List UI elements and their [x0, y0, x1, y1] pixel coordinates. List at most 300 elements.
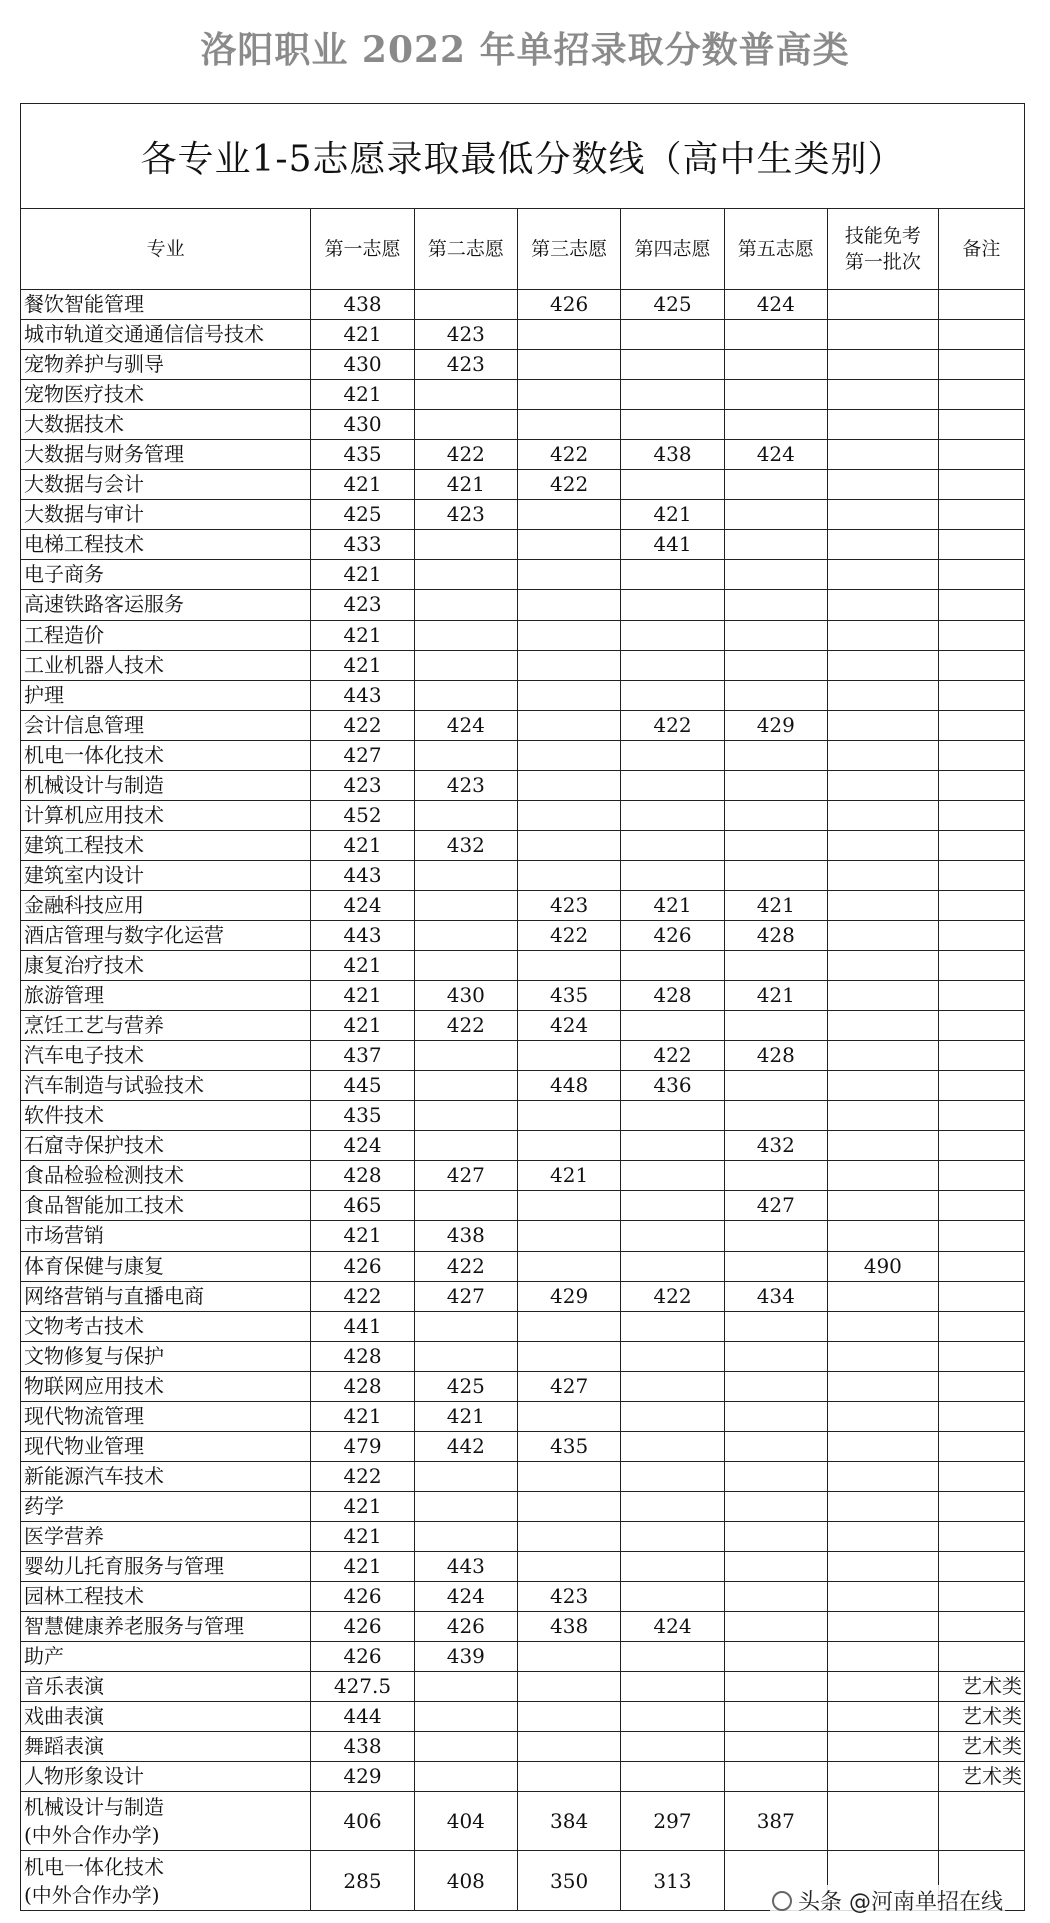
score-cell: 422 [621, 710, 724, 740]
table-row [21, 710, 1025, 740]
score-cell [517, 830, 620, 860]
score-cell [414, 890, 517, 920]
note-cell [938, 1612, 1024, 1642]
score-cell [827, 290, 938, 320]
note-cell [938, 1792, 1024, 1851]
score-cell: 423 [311, 770, 414, 800]
score-cell [827, 1431, 938, 1461]
score-cell [724, 560, 827, 590]
major-name: 工程造价 [21, 620, 311, 650]
score-cell: 427 [724, 1191, 827, 1221]
major-name: 电子商务 [21, 560, 311, 590]
score-cell: 421 [621, 890, 724, 920]
score-cell [621, 1732, 724, 1762]
score-cell [724, 860, 827, 890]
table-row [21, 1551, 1025, 1581]
score-cell [517, 530, 620, 560]
score-cell: 421 [414, 470, 517, 500]
score-cell [724, 740, 827, 770]
score-cell [414, 560, 517, 590]
score-cell [517, 860, 620, 890]
score-cell [724, 320, 827, 350]
score-cell [827, 1672, 938, 1702]
score-cell [724, 410, 827, 440]
score-cell [414, 1101, 517, 1131]
score-cell [517, 1491, 620, 1521]
score-cell [724, 350, 827, 380]
score-cell [827, 320, 938, 350]
score-cell: 421 [311, 650, 414, 680]
score-cell [724, 1251, 827, 1281]
major-name: 金融科技应用 [21, 890, 311, 920]
major-name: 建筑工程技术 [21, 830, 311, 860]
table-row [21, 1131, 1025, 1161]
score-cell: 421 [311, 320, 414, 350]
score-cell [827, 710, 938, 740]
major-name: 护理 [21, 680, 311, 710]
table-row [21, 1251, 1025, 1281]
note-cell [938, 890, 1024, 920]
score-cell [827, 1191, 938, 1221]
score-cell: 421 [414, 1401, 517, 1431]
score-cell: 422 [621, 1281, 724, 1311]
note-cell [938, 1551, 1024, 1581]
score-cell [517, 1251, 620, 1281]
score-cell: 423 [414, 770, 517, 800]
score-cell [517, 1642, 620, 1672]
table-body [21, 290, 1025, 1911]
major-name: 戏曲表演 [21, 1702, 311, 1732]
score-cell [621, 680, 724, 710]
score-cell [827, 530, 938, 560]
score-cell [724, 1612, 827, 1642]
score-cell: 479 [311, 1431, 414, 1461]
table-row [21, 320, 1025, 350]
score-cell [621, 1221, 724, 1251]
score-cell: 430 [311, 410, 414, 440]
major-name: 康复治疗技术 [21, 951, 311, 981]
major-name: 宠物养护与驯导 [21, 350, 311, 380]
score-cell [414, 860, 517, 890]
score-cell: 465 [311, 1191, 414, 1221]
score-cell: 424 [517, 1011, 620, 1041]
score-cell: 313 [621, 1851, 724, 1911]
score-cell: 421 [311, 981, 414, 1011]
score-cell [621, 1762, 724, 1792]
watermark [770, 1885, 1005, 1916]
score-cell: 445 [311, 1071, 414, 1101]
score-cell: 443 [311, 860, 414, 890]
score-cell [827, 951, 938, 981]
score-cell [827, 590, 938, 620]
score-cell [724, 530, 827, 560]
table-row [21, 470, 1025, 500]
table-row [21, 1762, 1025, 1792]
score-cell [827, 650, 938, 680]
score-cell [827, 500, 938, 530]
score-cell [724, 1672, 827, 1702]
score-cell [724, 380, 827, 410]
score-cell: 421 [311, 560, 414, 590]
major-name: 宠物医疗技术 [21, 380, 311, 410]
score-cell: 297 [621, 1792, 724, 1851]
note-cell [938, 470, 1024, 500]
score-cell [517, 650, 620, 680]
score-cell: 452 [311, 800, 414, 830]
score-cell: 422 [311, 1281, 414, 1311]
score-cell [621, 1491, 724, 1521]
score-cell [724, 1161, 827, 1191]
table-row [21, 1101, 1025, 1131]
score-cell [621, 1341, 724, 1371]
score-cell [621, 350, 724, 380]
score-cell [517, 1221, 620, 1251]
note-cell [938, 1071, 1024, 1101]
score-cell [724, 1011, 827, 1041]
score-cell [724, 800, 827, 830]
note-cell [938, 1131, 1024, 1161]
score-cell [724, 1521, 827, 1551]
score-cell: 432 [414, 830, 517, 860]
score-cell: 424 [311, 890, 414, 920]
score-cell [827, 1642, 938, 1672]
score-cell [621, 1582, 724, 1612]
score-cell [827, 890, 938, 920]
score-cell [414, 1762, 517, 1792]
table-row [21, 1221, 1025, 1251]
score-cell: 426 [414, 1612, 517, 1642]
table-header-row [21, 209, 1025, 290]
table-row [21, 1732, 1025, 1762]
score-cell [414, 530, 517, 560]
score-cell [517, 800, 620, 830]
score-cell: 421 [311, 1521, 414, 1551]
major-name: 现代物业管理 [21, 1431, 311, 1461]
major-name: 大数据与审计 [21, 500, 311, 530]
score-cell: 422 [311, 1461, 414, 1491]
table-row [21, 1071, 1025, 1101]
score-cell: 422 [414, 440, 517, 470]
score-cell [827, 1762, 938, 1792]
score-cell [827, 1131, 938, 1161]
note-cell [938, 1311, 1024, 1341]
score-cell: 421 [311, 830, 414, 860]
note-cell [938, 1401, 1024, 1431]
score-cell: 438 [414, 1221, 517, 1251]
table-row [21, 650, 1025, 680]
major-name: 婴幼儿托育服务与管理 [21, 1551, 311, 1581]
table-row [21, 1792, 1025, 1851]
score-cell [414, 290, 517, 320]
note-cell: 艺术类 [938, 1702, 1024, 1732]
score-cell [724, 590, 827, 620]
score-cell [517, 1401, 620, 1431]
score-cell: 423 [414, 350, 517, 380]
table-row [21, 1521, 1025, 1551]
score-cell [827, 1101, 938, 1131]
score-cell [414, 1071, 517, 1101]
score-cell [827, 1221, 938, 1251]
major-name: 机械设计与制造 (中外合作办学) [21, 1792, 311, 1851]
score-cell [827, 920, 938, 950]
score-cell: 439 [414, 1642, 517, 1672]
score-cell: 427 [414, 1161, 517, 1191]
score-cell [827, 1491, 938, 1521]
major-name: 工业机器人技术 [21, 650, 311, 680]
score-cell [621, 951, 724, 981]
score-cell: 422 [517, 470, 620, 500]
score-cell: 426 [517, 290, 620, 320]
score-cell [621, 1311, 724, 1341]
note-cell [938, 590, 1024, 620]
score-cell [827, 1732, 938, 1762]
score-cell [827, 1521, 938, 1551]
score-cell: 424 [724, 290, 827, 320]
note-cell: 艺术类 [938, 1672, 1024, 1702]
score-cell [621, 860, 724, 890]
score-cell [827, 620, 938, 650]
score-cell [517, 1702, 620, 1732]
score-cell [621, 1011, 724, 1041]
score-cell [827, 1792, 938, 1851]
note-cell [938, 710, 1024, 740]
score-cell: 443 [311, 920, 414, 950]
score-cell [517, 320, 620, 350]
score-cell [517, 500, 620, 530]
score-cell: 424 [414, 710, 517, 740]
score-cell: 421 [311, 1011, 414, 1041]
score-cell [414, 1311, 517, 1341]
table-row [21, 860, 1025, 890]
header-skill-exempt: 技能免考 第一批次 [827, 209, 938, 290]
score-cell [414, 380, 517, 410]
score-cell [621, 560, 724, 590]
table-row [21, 1401, 1025, 1431]
note-cell [938, 320, 1024, 350]
note-cell [938, 1041, 1024, 1071]
score-cell: 427 [517, 1371, 620, 1401]
note-cell [938, 830, 1024, 860]
major-name: 智慧健康养老服务与管理 [21, 1612, 311, 1642]
table-row [21, 1371, 1025, 1401]
note-cell [938, 380, 1024, 410]
score-cell [517, 1341, 620, 1371]
score-cell: 421 [311, 1491, 414, 1521]
score-cell [621, 830, 724, 860]
score-cell [517, 1131, 620, 1161]
score-cell [724, 680, 827, 710]
table-row [21, 1582, 1025, 1612]
note-cell [938, 1461, 1024, 1491]
score-cell: 426 [311, 1612, 414, 1642]
score-cell: 429 [311, 1762, 414, 1792]
major-name: 会计信息管理 [21, 710, 311, 740]
score-cell [621, 1161, 724, 1191]
table-caption: 各专业1-5志愿录取最低分数线（高中生类别） [21, 104, 1025, 209]
score-cell: 444 [311, 1702, 414, 1732]
score-cell [724, 1491, 827, 1521]
note-cell [938, 1341, 1024, 1371]
score-cell: 423 [517, 890, 620, 920]
major-name: 建筑室内设计 [21, 860, 311, 890]
note-cell [938, 1251, 1024, 1281]
score-cell: 421 [311, 951, 414, 981]
score-cell: 435 [311, 440, 414, 470]
score-cell: 421 [724, 890, 827, 920]
score-cell [621, 1371, 724, 1401]
page-title: 洛阳职业 2022 年单招录取分数普高类 [200, 29, 850, 71]
score-cell [827, 1311, 938, 1341]
note-cell [938, 981, 1024, 1011]
score-cell: 428 [311, 1371, 414, 1401]
score-cell [724, 1732, 827, 1762]
score-cell: 421 [724, 981, 827, 1011]
score-cell: 429 [724, 710, 827, 740]
score-cell: 442 [414, 1431, 517, 1461]
note-cell [938, 1191, 1024, 1221]
note-cell [938, 530, 1024, 560]
score-cell [517, 410, 620, 440]
score-cell [827, 560, 938, 590]
major-name: 医学营养 [21, 1521, 311, 1551]
score-cell [724, 951, 827, 981]
table-row [21, 890, 1025, 920]
score-cell: 427 [414, 1281, 517, 1311]
score-cell: 421 [621, 500, 724, 530]
score-cell [414, 740, 517, 770]
major-name: 大数据与财务管理 [21, 440, 311, 470]
score-cell [724, 620, 827, 650]
table-row [21, 1191, 1025, 1221]
score-cell [517, 380, 620, 410]
score-cell [724, 1101, 827, 1131]
score-cell [414, 1041, 517, 1071]
table-row [21, 800, 1025, 830]
score-cell: 430 [414, 981, 517, 1011]
score-cell [414, 1491, 517, 1521]
score-cell [827, 470, 938, 500]
major-name: 现代物流管理 [21, 1401, 311, 1431]
table-row [21, 440, 1025, 470]
score-cell [517, 590, 620, 620]
score-cell [827, 981, 938, 1011]
score-cell: 421 [311, 380, 414, 410]
major-name: 食品检验检测技术 [21, 1161, 311, 1191]
score-cell: 428 [311, 1161, 414, 1191]
score-cell [724, 1582, 827, 1612]
score-cell [827, 740, 938, 770]
score-cell: 423 [414, 500, 517, 530]
score-cell [827, 1011, 938, 1041]
table-row [21, 1311, 1025, 1341]
score-cell [517, 1521, 620, 1551]
score-cell [621, 1461, 724, 1491]
score-cell [517, 1732, 620, 1762]
score-cell [724, 1401, 827, 1431]
note-cell [938, 410, 1024, 440]
note-cell [938, 800, 1024, 830]
score-cell [621, 1672, 724, 1702]
score-cell [724, 770, 827, 800]
score-cell: 423 [414, 320, 517, 350]
score-cell [621, 620, 724, 650]
score-cell: 438 [311, 1732, 414, 1762]
major-name: 计算机应用技术 [21, 800, 311, 830]
header-choice-5: 第五志愿 [724, 209, 827, 290]
score-cell: 424 [621, 1612, 724, 1642]
table-row [21, 1041, 1025, 1071]
score-cell [517, 1461, 620, 1491]
major-name: 文物考古技术 [21, 1311, 311, 1341]
major-name: 药学 [21, 1491, 311, 1521]
score-cell: 422 [517, 920, 620, 950]
score-cell [724, 1461, 827, 1491]
table-row [21, 740, 1025, 770]
score-cell [414, 680, 517, 710]
score-cell: 437 [311, 1041, 414, 1071]
score-cell: 428 [724, 1041, 827, 1071]
table-row [21, 1612, 1025, 1642]
note-cell [938, 860, 1024, 890]
score-cell [724, 1642, 827, 1672]
score-cell [414, 1702, 517, 1732]
score-cell: 421 [311, 1401, 414, 1431]
score-cell [621, 1251, 724, 1281]
score-cell [827, 1281, 938, 1311]
note-cell [938, 1521, 1024, 1551]
major-name: 酒店管理与数字化运营 [21, 920, 311, 950]
score-cell: 404 [414, 1792, 517, 1851]
table-row [21, 830, 1025, 860]
note-cell [938, 650, 1024, 680]
score-cell [724, 1071, 827, 1101]
score-cell [414, 1672, 517, 1702]
score-cell [517, 1762, 620, 1792]
score-cell [827, 1071, 938, 1101]
score-cell: 421 [311, 620, 414, 650]
note-cell: 艺术类 [938, 1762, 1024, 1792]
score-cell [827, 1612, 938, 1642]
note-cell [938, 440, 1024, 470]
score-cell [414, 590, 517, 620]
table-row [21, 770, 1025, 800]
score-cell [827, 1371, 938, 1401]
score-cell [827, 1341, 938, 1371]
score-cell [414, 410, 517, 440]
note-cell [938, 951, 1024, 981]
score-cell: 430 [311, 350, 414, 380]
score-cell: 384 [517, 1792, 620, 1851]
major-name: 机电一体化技术 [21, 740, 311, 770]
score-cell [414, 1341, 517, 1371]
score-cell: 432 [724, 1131, 827, 1161]
score-cell: 490 [827, 1251, 938, 1281]
score-cell [517, 620, 620, 650]
header-choice-1: 第一志愿 [311, 209, 414, 290]
score-cell [827, 800, 938, 830]
table-row [21, 1341, 1025, 1371]
score-cell [621, 1431, 724, 1461]
table-row [21, 1161, 1025, 1191]
score-cell [827, 770, 938, 800]
score-cell [827, 350, 938, 380]
major-name: 机电一体化技术 (中外合作办学) [21, 1851, 311, 1911]
table-row [21, 410, 1025, 440]
score-cell [621, 410, 724, 440]
score-cell [724, 1702, 827, 1732]
major-name: 机械设计与制造 [21, 770, 311, 800]
score-cell: 421 [517, 1161, 620, 1191]
